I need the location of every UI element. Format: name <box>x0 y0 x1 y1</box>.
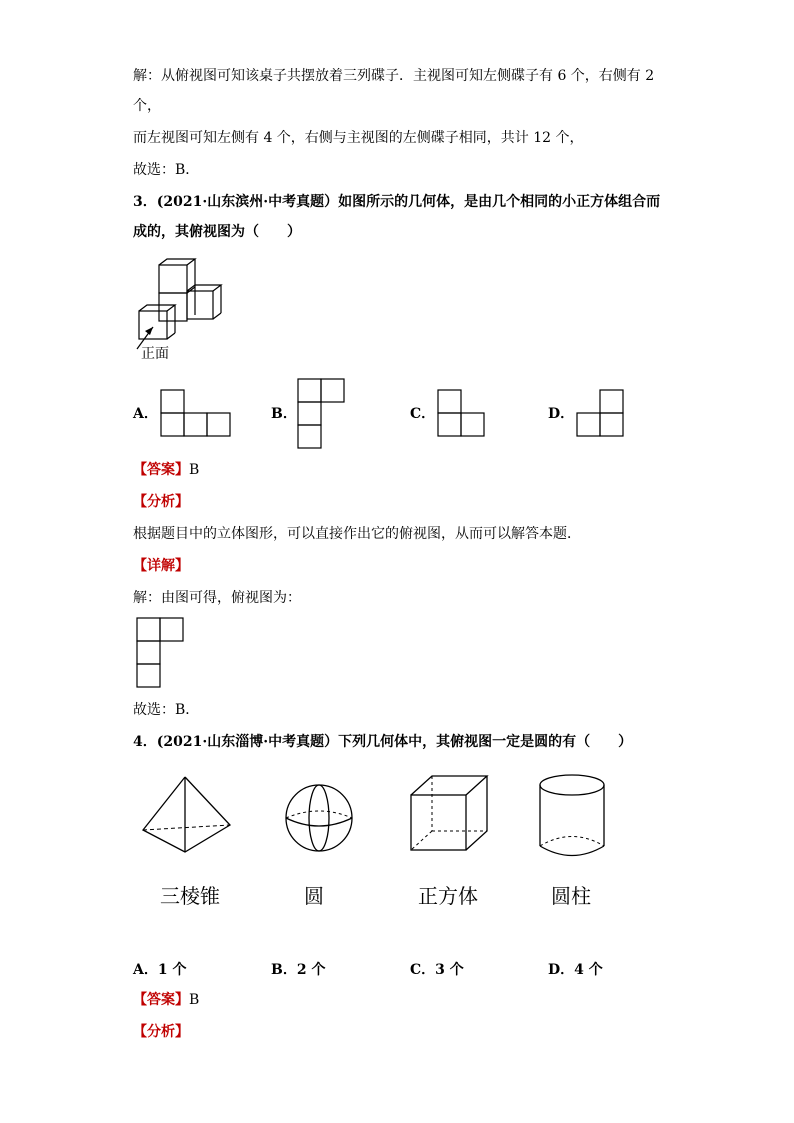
shape-label-sphere: 圆 <box>304 884 324 908</box>
q3-stem-line2: 成的，其俯视图为（ ） <box>133 224 301 240</box>
q3-analysis-tag: 【分析】 <box>133 494 189 510</box>
q2-solution-line2: 个， <box>133 98 161 114</box>
q3-option-a-label: A． <box>133 406 158 422</box>
q2-solution-line3: 而左视图可知左侧有 4 个，右侧与主视图的左侧碟子相同，共计 12 个， <box>133 130 584 146</box>
cylinder-figure <box>538 773 608 863</box>
q4-option-c: C．3 个 <box>410 962 464 978</box>
q3-option-b-label: B． <box>271 406 297 422</box>
q4-answer-value: B <box>189 992 200 1008</box>
q3-option-a-figure <box>161 390 231 438</box>
q3-option-c-figure <box>438 390 486 438</box>
shape-label-pyramid: 三棱锥 <box>160 884 220 908</box>
q4-option-b: B．2 个 <box>271 962 326 978</box>
q3-option-d-figure <box>577 390 625 438</box>
q3-detail-text: 解：由图可得，俯视图为： <box>133 590 301 606</box>
q3-detail-tag: 【详解】 <box>133 558 189 574</box>
q3-answer-value: B <box>189 462 200 478</box>
q4-stem: 4．(2021·山东淄博·中考真题）下列几何体中，其俯视图一定是圆的有（ ） <box>133 734 633 750</box>
q3-analysis-text: 根据题目中的立体图形，可以直接作出它的俯视图，从而可以解答本题． <box>133 526 581 542</box>
shape-label-cylinder: 圆柱 <box>551 884 591 908</box>
front-label: 正面 <box>141 346 169 362</box>
q3-answer-row <box>133 460 199 480</box>
q3-option-d-label: D． <box>548 406 575 422</box>
pyramid-figure <box>140 775 240 855</box>
q3-solution-figure <box>137 618 185 688</box>
q3-stem-line1: 3．(2021·山东滨州·中考真题）如图所示的几何体，是由几个相同的小正方体组合而 <box>133 194 661 210</box>
q2-solution-line1: 解：从俯视图可知该桌子共摆放着三列碟子．主视图可知左侧碟子有 6 个，右侧有 2 <box>133 68 655 84</box>
q3-answer-tag: 【答案】 <box>133 462 189 478</box>
q3-choice: 故选：B． <box>133 702 200 718</box>
cube-figure <box>410 774 490 854</box>
q4-answer-tag: 【答案】 <box>133 992 189 1008</box>
q4-option-a: A．1 个 <box>133 962 187 978</box>
q3-option-c-label: C． <box>410 406 436 422</box>
shape-label-cube: 正方体 <box>418 884 478 908</box>
q4-analysis-tag: 【分析】 <box>133 1024 189 1040</box>
q4-option-d: D．4 个 <box>548 962 603 978</box>
q4-answer-row <box>133 990 199 1010</box>
q2-choice: 故选：B． <box>133 162 200 178</box>
sphere-figure <box>283 782 357 856</box>
q3-option-b-figure <box>298 379 346 449</box>
